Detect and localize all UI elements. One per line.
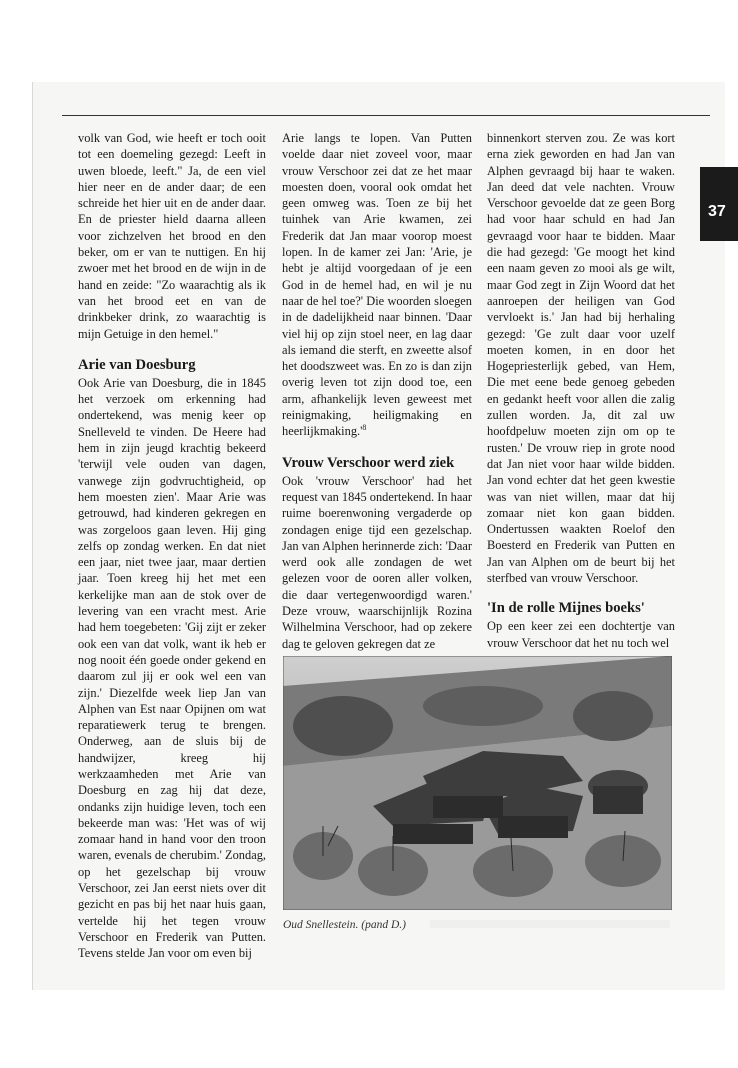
paragraph: volk van God, wie heeft er toch ooit tot een doemeling gezegd: Leeft in uwen bloede, leeft." Ja, de een viel hier neer en de ander daar; de een schreide het hier uit en de ander daar. En de priester hield daarna alleen voor zichzelven het brood en den beker, om er van te nuttigen. En hij zwoer met het brood en de wijn in de hand en zeide: "Zo waarachtig als ik van het brood eet en van de drinkbeker drink, zo waarachtig is mijn Getuige in den hemel." <box>78 131 266 341</box>
show-through-blur <box>430 920 670 928</box>
column-2 <box>282 130 472 652</box>
page-number-tab <box>700 167 738 241</box>
page-number: 37 <box>708 203 726 220</box>
photo-caption: Oud Snellestein. (pand D.) <box>283 919 406 931</box>
farm-photo <box>283 656 672 910</box>
column-1 <box>78 130 266 962</box>
paragraph <box>282 130 472 440</box>
section-heading-rolle: 'In de rolle Mijnes boeks' <box>487 600 645 617</box>
paragraph: binnenkort sterven zou. Ze was kort erna ziek geworden en had Jan van Alphen gevraagd bij haar te waken. Jan deed dat vele nachten. Vrouw Verschoor gevoelde dat ze geen Borg had voor haar schuld en had Jan gevraagd voor haar te bidden. Maar die had gezegd: 'Ge moogt het kind een naam geven zo mooi als ge wilt, maar God zegt in Zijn Woord dat het aanroepen der heiligen van God vervloekt is.' Jan had bij herhaling gezegd: 'Ge zult daar voor uzelf moeten komen, in en door het Hogepriesterlijk gebed, van Hem, Die met eene bede genoeg gebeden en gedankt heeft voor allen die zalig zullen worden. Ja, dit zal uw hoofdpeluw moeten zijn om op te rusten.' De vrouw riep in grote nood dat Jan niet voor haar wilde bidden. Jan vond echter dat het geen kwestie was van niet willen, maar dat hij zomaar niet kon gaan bidden. Ondertussen waakten Roelof den Boesterd en Frederik van Putten en Jan van Alphen om de beurt bij het sterfbed van vrouw Verschoor. <box>487 131 675 586</box>
paragraph: Ook 'vrouw Verschoor' had het request van 1845 ondertekend. In haar ruime boerenwoning vergaderde op zondagen enige tijd een gezelschap. Jan van Alphen herinnerde zich: 'Daar werd ook alle zondagen de wet gelezen voor de ooren aller volken, die daar vertegenwoordigd waren.' Deze vrouw, waarschijnlijk Rozina Wilhelmina Verschoor, had op zekere dag te geloven gekregen dat ze <box>282 473 472 651</box>
paragraph: Op een keer zei een dochtertje van vrouw Verschoor dat het nu toch wel <box>487 619 675 650</box>
column-3 <box>487 130 675 651</box>
paragraph: Ook Arie van Doesburg, die in 1845 het verzoek om erkenning had ondertekend, was menig keer op Snelleveld te vinden. De Heere had hem in zijn jeugd krachtig bekeerd 'terwijl vele ouden van dagen, vanwege zijn godvruchtigheid, op hem moesten zien'. Maar Arie was getrouwd, had kinderen gekregen en was zorgeloos gaan leven. Hij ging zelfs op zondag werken. En dat niet een jaar, niet twee jaar, maar dertien jaar. Toen kreeg hij het met een kerkelijke man aan de stok over de levering van een vracht mest. Arie had hem toegebeten: 'Gij zijt er zeker ook een van dat volk, want ik heb er nog nooit één goede onder gekend en daarom zul jij er ook wel een van zijn.' Diezelfde week liep Jan van Alphen van Est naar Opijnen om wat reparatiewerk terug te brengen. Onderweg, aan de sluis bij de handwijzer, kreeg hij werkzaamheden met Arie van Doesburg en zag hij dat deze, ondanks zijn huidige leven, toch een bekeerde man was: 'Het was of wij zomaar hand in hand voor den troon waren, evenals de cherubim.' Zondag, op het gezelschap bij vrouw Verschoor, zei Jan eerst niets over dit gezicht en pas bij het naar huis gaan, vertelde hij het tegen vrouw Verschoor en Frederik van Putten. Tevens stelde Jan voor om even bij <box>78 375 266 961</box>
footnote-ref: 8 <box>362 423 367 433</box>
section-heading-arie: Arie van Doesburg <box>78 356 196 373</box>
section-heading-verschoor: Vrouw Verschoor werd ziek <box>282 454 455 471</box>
paragraph-text: Arie langs te lopen. Van Putten voelde daar niet zoveel voor, maar vrouw Verschoor zei dat ze het maar moesten doen, vooral ook omdat het geen omweg was. Toen ze bij het tuinhek van Arie kwamen, zei Frederik dat Jan maar voorop moest lopen. In de kamer zei Jan: 'Arie, je hebt je altijd voorgedaan of je een God in de hemel had, en wil je nu naar de hel toe?' Die woorden sloegen in de dadelijkheid naar binnen. 'Daar viel hij op zijn stoel neer, en lag daar als iemand die sterft, en zweette alsof het doodszweet was. En zo is dan zijn overig leven tot zijn dood toe, een arm, afhankelijk leven geweest met reinigmaking, heiligmaking en heerlijkmaking.' <box>282 131 472 439</box>
header-rule <box>62 115 710 116</box>
